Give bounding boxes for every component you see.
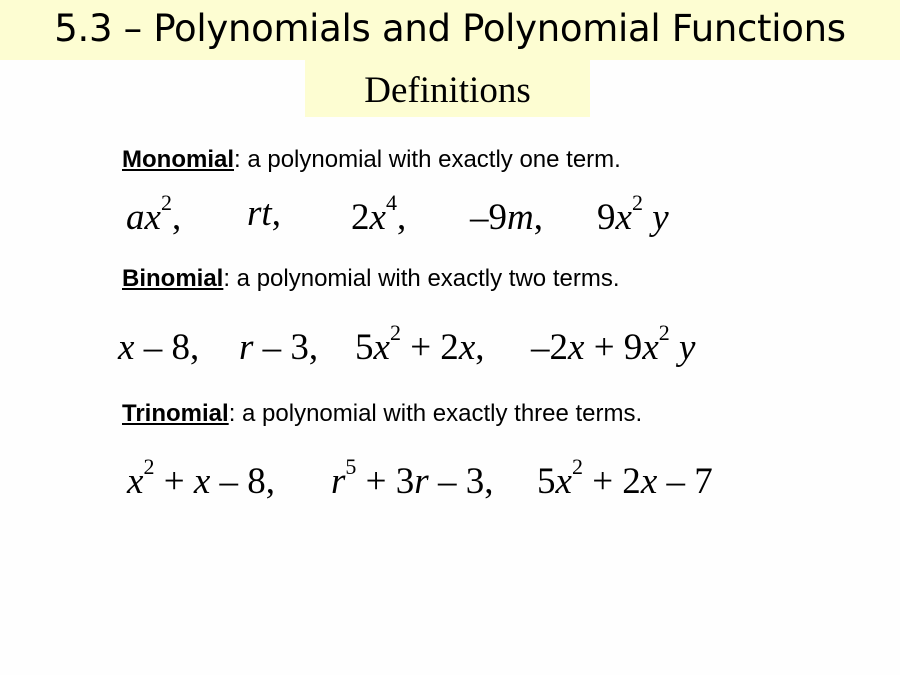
slide-title: 5.3 – Polynomials and Polynomial Functions [54,7,846,50]
trinomial-text: : a polynomial with exactly three terms. [228,400,643,427]
binomial-definition [122,265,619,293]
binomial-example-3: $5x^2 + 2x$, [355,320,485,368]
trinomial-definition [122,400,642,428]
trinomial-example-3: $5x^2 + 2x - 7$ [537,454,713,502]
trinomial-example-2: $r^5 + 3r - 3$, [331,454,494,502]
monomial-example-4: –9m, [470,197,543,238]
monomial-example-2: rt, [247,193,281,234]
binomial-example-4: $-2x + 9x^2$ y [531,320,696,368]
slide-subtitle: Definitions [364,70,531,111]
binomial-example-1: x – 8, [118,327,200,368]
monomial-text: : a polynomial with exactly one term. [234,146,621,173]
binomial-term: Binomial [122,265,224,292]
monomial-term: Monomial [122,146,234,173]
monomial-definition [122,146,621,174]
monomial-example-1: $ax^2$, [126,190,182,238]
monomial-example-5: $9x^2$ y [597,190,669,238]
trinomial-term: Trinomial [122,400,229,427]
subtitle-box [305,60,590,117]
trinomial-example-1: $x^2 + x - 8$, [127,454,275,502]
monomial-example-3: $2x^4$, [351,190,407,238]
binomial-example-2: r – 3, [239,327,319,368]
binomial-text: : a polynomial with exactly two terms. [223,265,620,292]
